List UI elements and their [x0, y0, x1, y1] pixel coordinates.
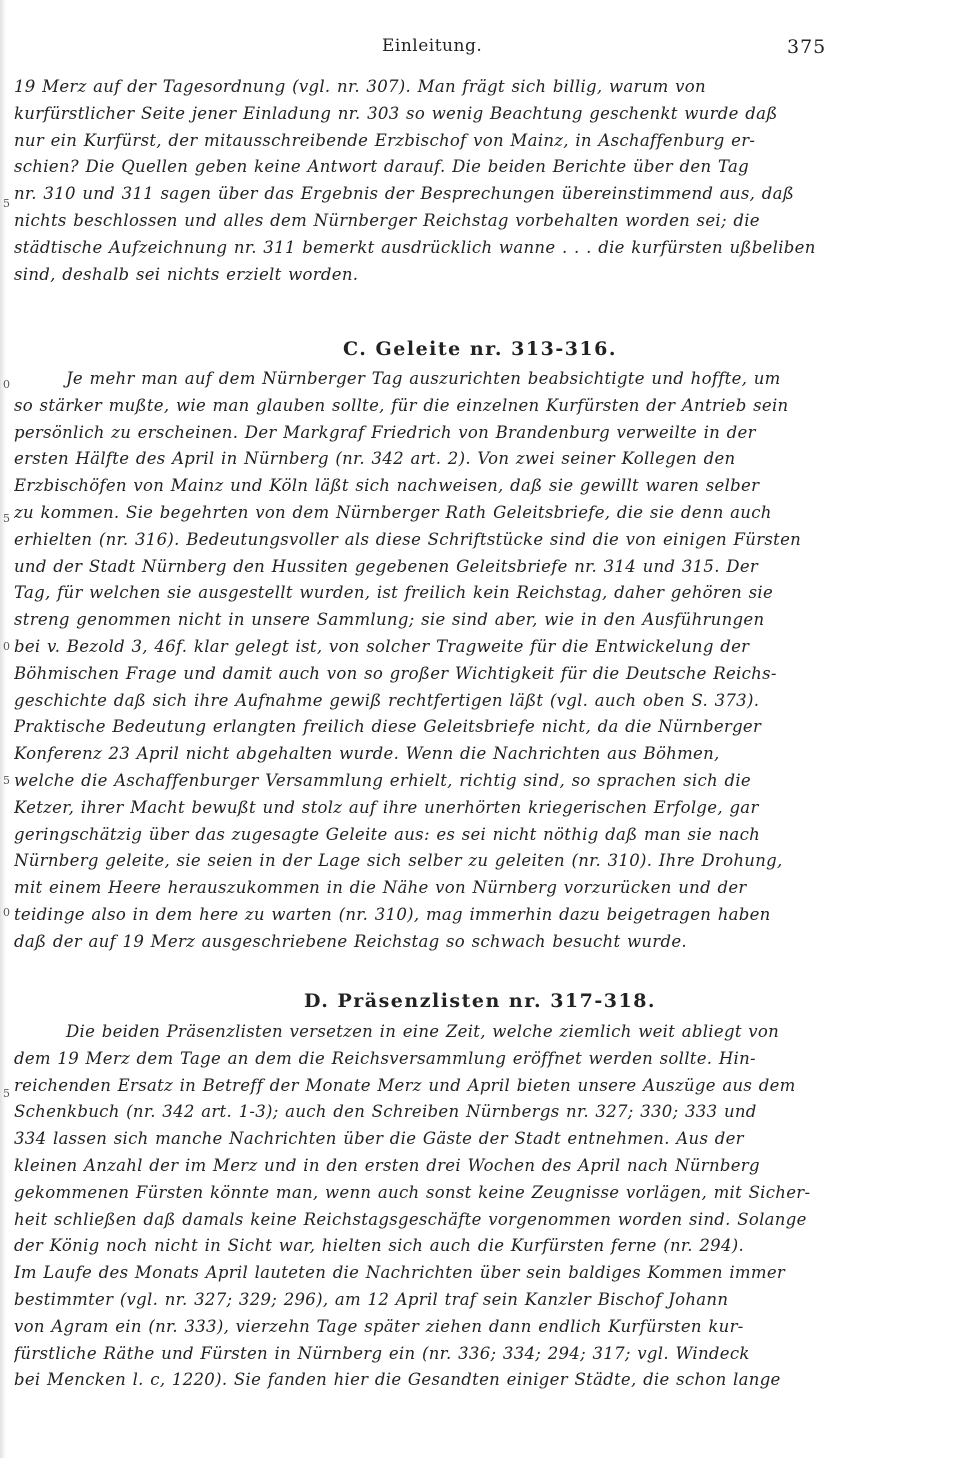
text-line: Die beiden Präsenzlisten versetzen in eine Zeit, welche ziemlich weit abliegt von [66, 1022, 780, 1041]
text-line: städtische Aufzeichnung nr. 311 bemerkt ausdrücklich wanne . . . die kurfürsten ußbeliben [14, 237, 816, 257]
text-line: schien? Die Quellen geben keine Antwort darauf. Die beiden Berichte über den Tag [14, 157, 749, 177]
text-line: Tag, für welchen sie ausgestellt wurden, ist freilich kein Reichstag, daher gehören sie [14, 583, 774, 603]
text-line: fürstliche Räthe und Fürsten in Nürnberg ein (nr. 336; 334; 294; 317; vgl. Windeck [14, 1343, 750, 1363]
line-number-mark: 5 [3, 774, 10, 787]
text-line: 19 Merz auf der Tagesordnung (vgl. nr. 307). Man frägt sich billig, warum von [14, 77, 706, 96]
text-line: geringschätzig über das zugesagte Geleite aus: es sei nicht nöthig daß man sie nach [14, 824, 761, 844]
text-line: dem 19 Merz dem Tage an dem die Reichsversammlung eröffnet werden sollte. Hin- [14, 1048, 756, 1068]
line-number-mark: 0 [3, 640, 10, 653]
text-line: Böhmischen Frage und damit auch von so großer Wichtigkeit für die Deutsche Reichs- [14, 663, 777, 683]
line-number-mark: 5 [3, 1087, 10, 1100]
text-line: zu kommen. Sie begehrten von dem Nürnberger Rath Geleitsbriefe, die sie denn auch [14, 502, 772, 522]
text-line: Konferenz 23 April nicht abgehalten wurde. Wenn die Nachrichten aus Böhmen, [14, 744, 720, 764]
text-line: sind, deshalb sei nichts erzielt worden. [14, 264, 359, 284]
text-line: und der Stadt Nürnberg den Hussiten gegebenen Geleitsbriefe nr. 314 und 315. Der [14, 556, 759, 576]
text-line: teidinge also in dem here zu warten (nr. 310), mag immerhin dazu beigetragen haben [14, 904, 771, 924]
text-line: persönlich zu erscheinen. Der Markgraf Friedrich von Brandenburg verweilte in der [14, 422, 756, 442]
text-line: reichenden Ersatz in Betreff der Monate Merz und April bieten unsere Auszüge aus dem [14, 1075, 796, 1095]
text-line: bei v. Bezold 3, 46f. klar gelegt ist, von solcher Tragweite für die Entwickelung der [14, 636, 750, 656]
text-line: mit einem Heere herauszukommen in die Nähe von Nürnberg vorzurücken und der [14, 878, 747, 898]
section-c-paragraph [14, 366, 830, 956]
text-line: von Agram ein (nr. 333), vierzehn Tage später ziehen dann endlich Kurfürsten kur- [14, 1316, 744, 1336]
line-number-mark: 0 [3, 378, 10, 391]
text-line: geschichte daß sich ihre Aufnahme gewiß rechtfertigen läßt (vgl. auch oben S. 373). [14, 690, 760, 710]
text-line: bestimmter (vgl. nr. 327; 329; 296), am 12 April traf sein Kanzler Bischof Johann [14, 1289, 729, 1309]
text-line: nur ein Kurfürst, der mitausschreibende Erzbischof von Mainz, in Aschaffenburg er- [14, 130, 756, 150]
line-number-mark: 5 [3, 197, 10, 210]
text-line: erhielten (nr. 316). Bedeutungsvoller als diese Schriftstücke sind die von einigen Fürsten [14, 529, 802, 549]
text-line: kleinen Anzahl der im Merz und in den ersten drei Wochen des April nach Nürnberg [14, 1155, 760, 1175]
text-line: nichts beschlossen und alles dem Nürnberger Reichstag vorbehalten worden sei; die [14, 210, 760, 230]
text-line: welche die Aschaffenburger Versammlung erhielt, richtig sind, so sprachen sich die [14, 770, 751, 790]
page-header [0, 36, 960, 60]
text-line: Erzbischöfen von Mainz und Köln läßt sich nachweisen, daß sie gewillt waren selber [14, 476, 760, 496]
intro-paragraph [14, 74, 830, 288]
section-d-paragraph [14, 1019, 830, 1394]
line-number-mark: 5 [3, 512, 10, 525]
line-number-mark: 0 [3, 906, 10, 919]
text-line: heit schließen daß damals keine Reichstagsgeschäfte vorgenommen worden sind. Solange [14, 1209, 807, 1229]
text-line: nr. 310 und 311 sagen über das Ergebnis der Besprechungen übereinstimmend aus, daß [14, 184, 795, 204]
section-c-heading: C. Geleite nr. 313-316. [343, 338, 617, 360]
text-line: ersten Hälfte des April in Nürnberg (nr. 342 art. 2). Von zwei seiner Kollegen den [14, 449, 736, 469]
text-line: Schenkbuch (nr. 342 art. 1-3); auch den Schreiben Nürnbergs nr. 327; 330; 333 und [14, 1102, 757, 1122]
section-d-heading: D. Präsenzlisten nr. 317-318. [303, 990, 657, 1012]
text-line: so stärker mußte, wie man glauben sollte, für die einzelnen Kurfürsten der Antrieb sein [14, 395, 789, 415]
text-line: Nürnberg geleite, sie seien in der Lage sich selber zu geleiten (nr. 310). Ihre Drohung, [14, 851, 783, 871]
text-line: Ketzer, ihrer Macht bewußt und stolz auf ihre unerhörten kriegerischen Erfolge, gar [14, 797, 759, 817]
text-line: Im Laufe des Monats April lauteten die Nachrichten über sein baldiges Kommen immer [14, 1263, 786, 1283]
text-line: Praktische Bedeutung erlangten freilich diese Geleitsbriefe nicht, da die Nürnberger [14, 717, 762, 737]
running-title: Einleitung. [382, 36, 483, 56]
text-line: der König noch nicht in Sicht war, hielten sich auch die Kurfürsten ferne (nr. 294). [14, 1236, 745, 1256]
text-line: bei Mencken l. c, 1220). Sie fanden hier die Gesandten einiger Städte, die schon lange [14, 1370, 781, 1390]
text-line: gekommenen Fürsten könnte man, wenn auch sonst keine Zeugnisse vorlägen, mit Sicher- [14, 1182, 811, 1202]
line-number-margin [3, 0, 13, 1458]
text-line: 334 lassen sich manche Nachrichten über die Gäste der Stadt entnehmen. Aus der [14, 1129, 744, 1149]
text-line: kurfürstlicher Seite jener Einladung nr. 303 so wenig Beachtung geschenkt wurde daß [14, 103, 778, 123]
text-line: daß der auf 19 Merz ausgeschriebene Reichstag so schwach besucht wurde. [14, 931, 687, 951]
text-line: Je mehr man auf dem Nürnberger Tag auszurichten beabsichtigte und hoffte, um [66, 369, 781, 388]
text-line: streng genommen nicht in unsere Sammlung; sie sind aber, wie in den Ausführungen [14, 610, 765, 630]
page-number: 375 [787, 36, 827, 58]
